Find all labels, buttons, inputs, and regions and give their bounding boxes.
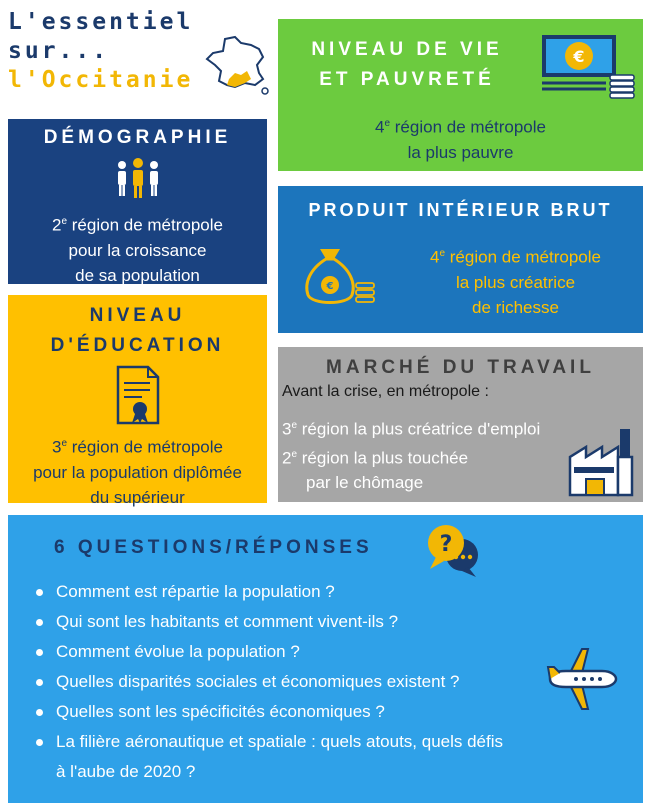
travail-rank2: 2: [282, 448, 292, 468]
title-line3: l'Occitanie: [8, 67, 194, 93]
niveau-vie-stat: [278, 111, 643, 165]
demographie-line1: région de métropole: [67, 215, 223, 235]
travail-line3: par le chômage: [306, 473, 424, 493]
svg-text:€: €: [326, 281, 334, 292]
question-item[interactable]: Qui sont les habitants et comment vivent-ils ?: [32, 607, 572, 637]
travail-sup2: e: [291, 448, 298, 460]
demographie-line3: de sa population: [75, 265, 200, 285]
education-stat: [8, 431, 267, 510]
airplane-icon: [546, 643, 618, 715]
education-rank: 3: [52, 437, 62, 457]
travail-header: MARCHÉ DU TRAVAIL: [326, 357, 595, 378]
travail-sup1: e: [291, 420, 298, 431]
travail-intro: Avant la crise, en métropole :: [282, 383, 489, 400]
niveau-vie-header: [302, 35, 512, 95]
education-card: [8, 295, 267, 507]
france-map-icon: [205, 35, 270, 97]
demographie-stat: [8, 209, 267, 288]
education-header: [8, 301, 267, 361]
pib-card: [278, 186, 643, 333]
question-item[interactable]: Quelles disparités sociales et économiques existent ?: [32, 667, 572, 697]
question-item[interactable]: La filière aéronautique et spatiale : quels atouts, quels défis: [32, 727, 572, 757]
people-icon: [108, 157, 168, 199]
niveau-vie-header2: ET PAUVRETÉ: [319, 69, 495, 90]
money-bag-icon: [300, 243, 380, 309]
niveau-vie-card: [278, 19, 643, 171]
niveau-vie-line2: la plus pauvre: [407, 142, 514, 162]
travail-line1: région la plus créatrice d'emploi: [297, 419, 541, 439]
question-item-continuation[interactable]: à l'aube de 2020 ?: [56, 762, 196, 781]
title-line2: sur...: [8, 38, 110, 64]
travail-rank1: 3: [282, 419, 292, 439]
demographie-sup: e: [61, 216, 68, 227]
education-header2: D'ÉDUCATION: [50, 335, 225, 356]
niveau-vie-sup: e: [384, 118, 391, 129]
education-line2: pour la population diplômée: [33, 462, 242, 482]
title-line1: L'essentiel: [8, 9, 194, 35]
niveau-vie-rank: 4: [375, 117, 385, 137]
education-header1: NIVEAU: [89, 305, 186, 326]
niveau-vie-line1: région de métropole: [390, 117, 546, 137]
factory-icon: [568, 427, 634, 497]
diploma-icon: [114, 365, 162, 427]
svg-text:€: €: [573, 47, 585, 66]
demographie-card: [8, 119, 267, 284]
speech-bubbles-icon: [426, 521, 482, 579]
demographie-header: DÉMOGRAPHIE: [43, 127, 232, 148]
question-item[interactable]: Comment évolue la population ?: [32, 637, 572, 667]
pib-line3: de richesse: [472, 297, 559, 317]
pib-rank: 4: [430, 247, 440, 267]
travail-stat: [282, 413, 582, 495]
page-title: [8, 8, 208, 95]
demographie-rank: 2: [52, 215, 62, 235]
pib-sup: e: [439, 248, 446, 259]
travail-line2: région la plus touchée: [297, 448, 469, 468]
question-item[interactable]: Quelles sont les spécificités économiques ?: [32, 697, 572, 727]
svg-text:?: ?: [439, 532, 453, 557]
pib-line2: la plus créatrice: [455, 272, 576, 292]
demographie-line2: pour la croissance: [68, 240, 207, 260]
questions-list: [32, 577, 572, 787]
questions-card: [8, 515, 643, 803]
money-icon: [540, 33, 640, 103]
pib-header: PRODUIT INTÉRIEUR BRUT: [308, 200, 613, 220]
pib-line1: région de métropole: [445, 247, 601, 267]
niveau-vie-header1: NIVEAU DE VIE: [311, 39, 503, 60]
education-line1: région de métropole: [67, 437, 223, 457]
education-sup: e: [61, 438, 68, 449]
pib-stat: [388, 241, 643, 320]
education-line3: du supérieur: [90, 487, 185, 507]
question-item[interactable]: Comment est répartie la population ?: [32, 577, 572, 607]
travail-card: [278, 347, 643, 502]
questions-header: 6 QUESTIONS/RÉPONSES: [54, 537, 373, 558]
